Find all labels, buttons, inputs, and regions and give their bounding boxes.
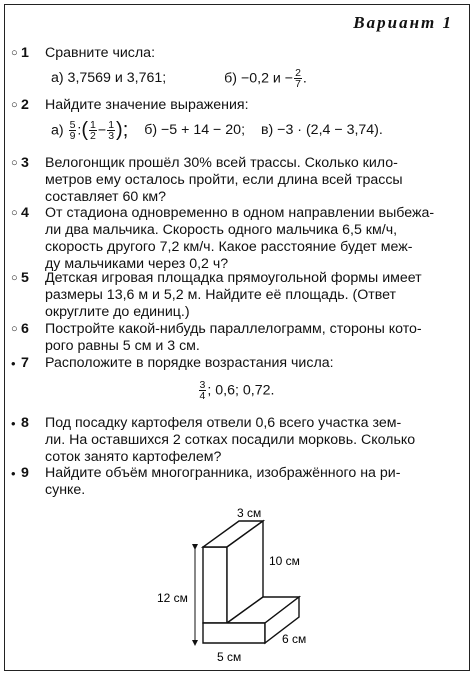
task-number: 6 <box>21 321 29 337</box>
task-number: 5 <box>21 270 29 286</box>
task-line: Расположите в порядке возрастания числа: <box>45 355 334 371</box>
task-line: составляет 60 км? <box>45 189 167 205</box>
fraction <box>69 120 77 141</box>
fraction <box>294 68 302 89</box>
denominator: 3 <box>108 130 115 142</box>
fraction <box>199 380 207 401</box>
task-3 <box>11 155 461 206</box>
close-paren: ); <box>116 119 129 141</box>
denominator: 7 <box>295 78 301 90</box>
task-2 <box>11 97 461 141</box>
task-8 <box>11 415 461 466</box>
task-number: 9 <box>21 465 29 481</box>
task-number: 8 <box>21 415 29 431</box>
total-height-label: 12 см <box>157 591 188 605</box>
bullet-dot-icon: • <box>11 356 16 371</box>
open-paren: ( <box>81 119 89 141</box>
numerator: 3 <box>199 379 206 391</box>
task-line: сунке. <box>45 482 86 498</box>
option-b-prefix: б) −0,2 и − <box>224 70 294 87</box>
circle-bullet-icon: ○ <box>11 323 18 335</box>
circle-bullet-icon: ○ <box>11 272 18 284</box>
circle-bullet-icon: ○ <box>11 47 18 59</box>
task-line: метров ему осталось пройти, если длина всей трассы <box>45 172 403 188</box>
task-line: Под посадку картофеля отвели 0,6 всего участка зем- <box>45 415 402 431</box>
task-line: ли два мальчика. Скорость одного мальчика 6,5 км/ч, <box>45 222 398 238</box>
task-line: размеры 13,6 м и 5,2 м. Найдите её площадь. (Ответ <box>45 287 397 303</box>
numbers-rest: ; 0,6; 0,72. <box>207 382 275 399</box>
numerator: 1 <box>90 119 96 131</box>
denominator: 9 <box>69 130 76 142</box>
task-number: 2 <box>21 97 29 113</box>
task-line: ли. На оставшихся 2 сотках посадили морковь. Сколько <box>45 432 416 448</box>
option-a: а) 3,7569 и 3,761; <box>51 70 167 87</box>
task-2-options <box>45 120 461 141</box>
upper-height-label: 10 см <box>269 554 300 568</box>
task-6 <box>11 321 461 355</box>
minus-sign: − <box>97 122 107 139</box>
bullet-dot-icon: • <box>11 466 16 481</box>
numerator: 1 <box>108 119 115 131</box>
option-a-label: а) <box>51 122 64 139</box>
task-line: Детская игровая площадка прямоугольной формы имеет <box>45 270 422 286</box>
task-text: Сравните числа: <box>45 45 156 61</box>
option-b-suffix: . <box>302 70 307 87</box>
polyhedron-shape <box>203 521 299 643</box>
task-1-options <box>45 68 461 89</box>
task-number: 7 <box>21 355 29 371</box>
task-line: Найдите объём многогранника, изображённого на ри- <box>45 465 401 481</box>
task-text: Найдите значение выражения: <box>45 97 249 113</box>
polyhedron-figure <box>145 505 345 665</box>
task-line: скорость другого 7,2 км/ч. Какое расстояние будет меж- <box>45 239 413 255</box>
numerator: 5 <box>69 119 76 131</box>
task-line: От стадиона одновременно в одном направлении выбежа- <box>45 205 435 221</box>
task-line: соток занято картофелем? <box>45 449 222 465</box>
option-b <box>224 68 307 89</box>
task-9 <box>11 465 461 499</box>
fraction <box>107 120 115 141</box>
task-1 <box>11 45 461 89</box>
fraction <box>89 120 97 141</box>
task-5 <box>11 270 461 321</box>
bullet-dot-icon: • <box>11 416 16 431</box>
depth-label: 6 см <box>282 632 307 646</box>
bottom-width-label: 5 см <box>217 650 242 664</box>
task-number: 3 <box>21 155 29 171</box>
task-7 <box>11 355 461 401</box>
denominator: 2 <box>90 130 96 142</box>
task-line: Велогонщик прошёл 30% всей трассы. Сколько кило- <box>45 155 398 171</box>
circle-bullet-icon: ○ <box>11 99 18 111</box>
option-b: б) −5 + 14 − 20; <box>144 122 246 139</box>
denominator: 4 <box>199 390 206 402</box>
colon: : <box>77 122 82 139</box>
task-number: 1 <box>21 45 29 61</box>
numerator: 2 <box>295 67 301 79</box>
task-number: 4 <box>21 205 29 221</box>
option-a <box>51 120 128 141</box>
variant-title: Вариант 1 <box>353 13 453 32</box>
circle-bullet-icon: ○ <box>11 157 18 169</box>
option-c: в) −3 · (2,4 − 3,74). <box>260 122 383 139</box>
task-line: округлите до единиц.) <box>45 304 190 320</box>
task-line: Постройте какой-нибудь параллелограмм, стороны кото- <box>45 321 422 337</box>
numbers-to-order <box>11 380 461 401</box>
task-line: ду мальчиками через 0,2 ч? <box>45 256 229 272</box>
top-width-label: 3 см <box>237 506 262 520</box>
circle-bullet-icon: ○ <box>11 207 18 219</box>
task-4 <box>11 205 461 273</box>
worksheet-page <box>4 4 470 671</box>
task-line: рого равны 5 см и 3 см. <box>45 338 200 354</box>
